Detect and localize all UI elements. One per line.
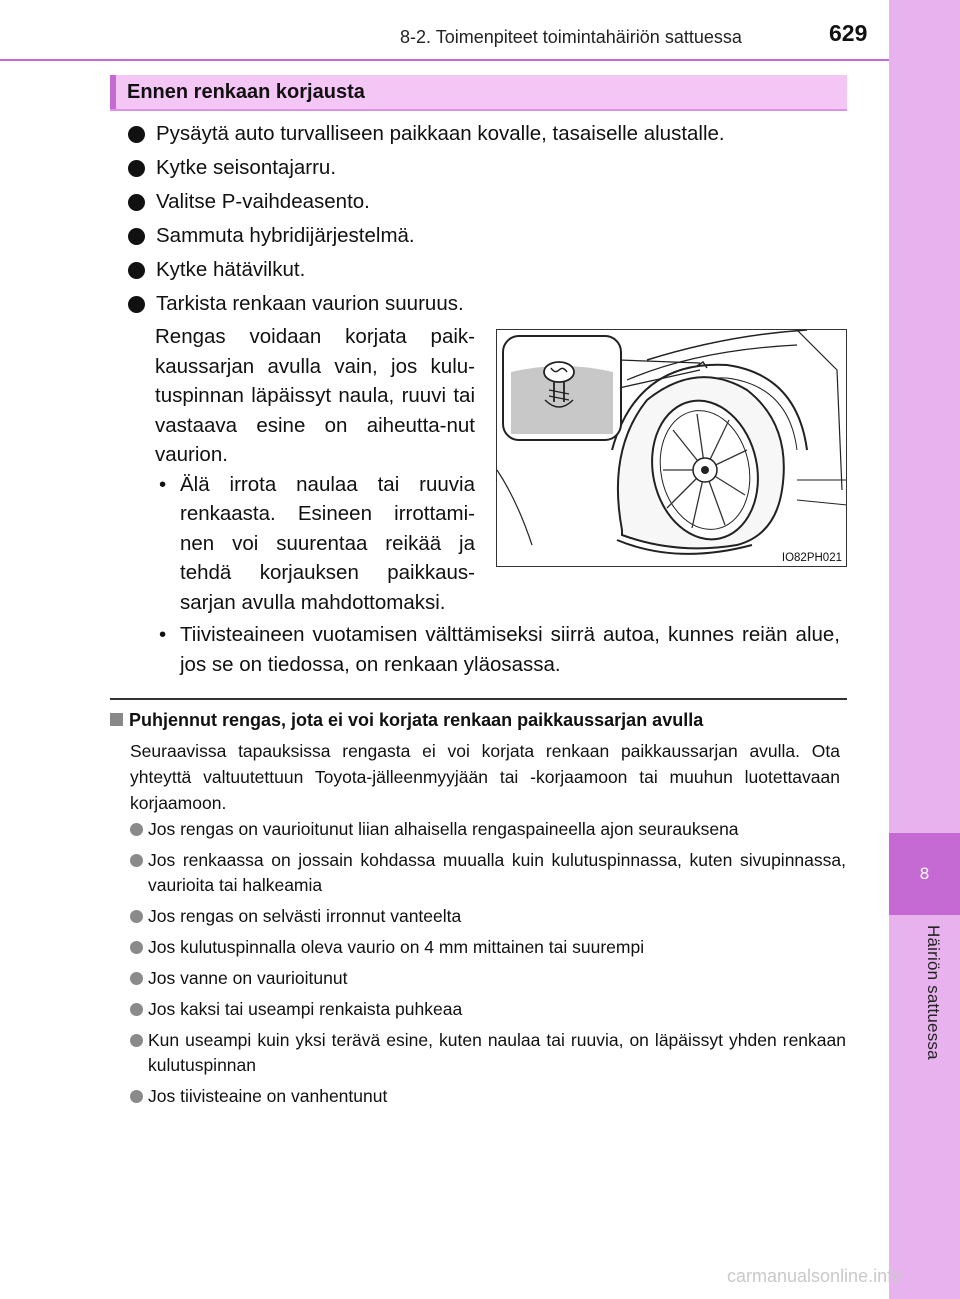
tire-with-nail-drawing	[497, 330, 847, 567]
section-divider	[110, 698, 847, 700]
section-title: Ennen renkaan korjausta	[127, 81, 365, 103]
sealant-note	[155, 620, 840, 679]
bullet-icon	[130, 1034, 143, 1047]
list-item: Jos renkaassa on jossain kohdassa muualla kuin kulutuspinnassa, kuten sivupinnassa, vaurioita tai halkeamia	[130, 848, 846, 898]
list-item: Kun useampi kuin yksi terävä esine, kuten naulaa tai ruuvia, on läpäissyt yhden renkaan kulutuspinnan	[130, 1028, 846, 1078]
list-item: Jos vanne on vaurioitunut	[130, 966, 846, 991]
preparation-steps	[128, 119, 848, 323]
bullet-icon	[130, 1090, 143, 1103]
damage-text: Rengas voidaan korjata paik-kaussarjan avulla vain, jos kulu-tuspinnan läpäissyt naula, ruuvi tai vastaava esine on aiheutta-nut vaurion.	[155, 325, 475, 466]
list-item: Valitse P-vaihdeasento.	[128, 187, 848, 221]
bullet-icon	[130, 941, 143, 954]
square-bullet-icon	[110, 713, 123, 726]
bullet-icon	[130, 1003, 143, 1016]
list-item: Sammuta hybridijärjestelmä.	[128, 221, 848, 255]
page-number: 629	[829, 20, 868, 46]
sub-bullet	[155, 620, 840, 679]
list-item: Tarkista renkaan vaurion suuruus.	[128, 289, 848, 323]
list-item: Kytke hätävilkut.	[128, 255, 848, 289]
bullet-icon	[130, 854, 143, 867]
sub-bullet-mark: •	[159, 472, 167, 496]
bullet-icon	[130, 972, 143, 985]
header-rule	[0, 59, 889, 61]
sub-bullet-mark: •	[159, 623, 167, 646]
damage-paragraph	[155, 322, 475, 617]
sub-bullet-text: Älä irrota naulaa tai ruuvia renkaasta. Esineen irrottami-nen voi suurentaa reikää ja tehdä korjauksen paikkaus-sarjan avulla mahdottomaksi.	[180, 472, 475, 614]
chapter-title: Häiriön sattuessa	[924, 925, 943, 1060]
sub-bullet-text: Tiivisteaineen vuotamisen välttämiseksi siirrä autoa, kunnes reiän alue, jos se on tiedossa, on renkaan yläosassa.	[180, 623, 840, 676]
bullet-icon	[130, 910, 143, 923]
list-item: Jos kaksi tai useampi renkaista puhkeaa	[130, 997, 846, 1022]
list-item: Jos rengas on vaurioitunut liian alhaisella rengaspaineella ajon seurauksena	[130, 817, 846, 842]
chapter-number: 8	[889, 833, 960, 915]
bullet-icon	[128, 160, 145, 177]
illustration-code: IO82PH021	[781, 552, 842, 564]
list-item: Jos rengas on selvästi irronnut vanteelta	[130, 904, 846, 929]
bullet-icon	[128, 126, 145, 143]
flat-tire-illustration	[496, 329, 847, 567]
bullet-icon	[128, 194, 145, 211]
list-item: Jos kulutuspinnalla oleva vaurio on 4 mm mittainen tai suurempi	[130, 935, 846, 960]
unrepairable-cases-list	[130, 817, 846, 1115]
running-header: 8-2. Toimenpiteet toimintahäiriön sattuessa	[400, 27, 742, 47]
chapter-tab	[889, 0, 960, 1299]
info-intro: Seuraavissa tapauksissa rengasta ei voi korjata renkaan paikkaussarjan avulla. Ota yhteyttä valtuutettuun Toyota-jälleenmyyjään tai -korjaamoon tai muuhun luotettavaan korjaamoon.	[130, 741, 840, 813]
list-item: Kytke seisontajarru.	[128, 153, 848, 187]
bullet-icon	[128, 262, 145, 279]
bullet-icon	[128, 296, 145, 313]
bullet-icon	[128, 228, 145, 245]
section-title-bar	[110, 75, 847, 111]
watermark: carmanualsonline.info	[727, 1266, 903, 1286]
section-accent	[110, 75, 116, 109]
list-item: Pysäytä auto turvalliseen paikkaan kovalle, tasaiselle alustalle.	[128, 119, 848, 153]
list-item: Jos tiivisteaine on vanhentunut	[130, 1084, 846, 1109]
info-heading: Puhjennut rengas, jota ei voi korjata renkaan paikkaussarjan avulla	[110, 710, 703, 731]
bullet-icon	[130, 823, 143, 836]
sub-bullet	[155, 470, 475, 618]
